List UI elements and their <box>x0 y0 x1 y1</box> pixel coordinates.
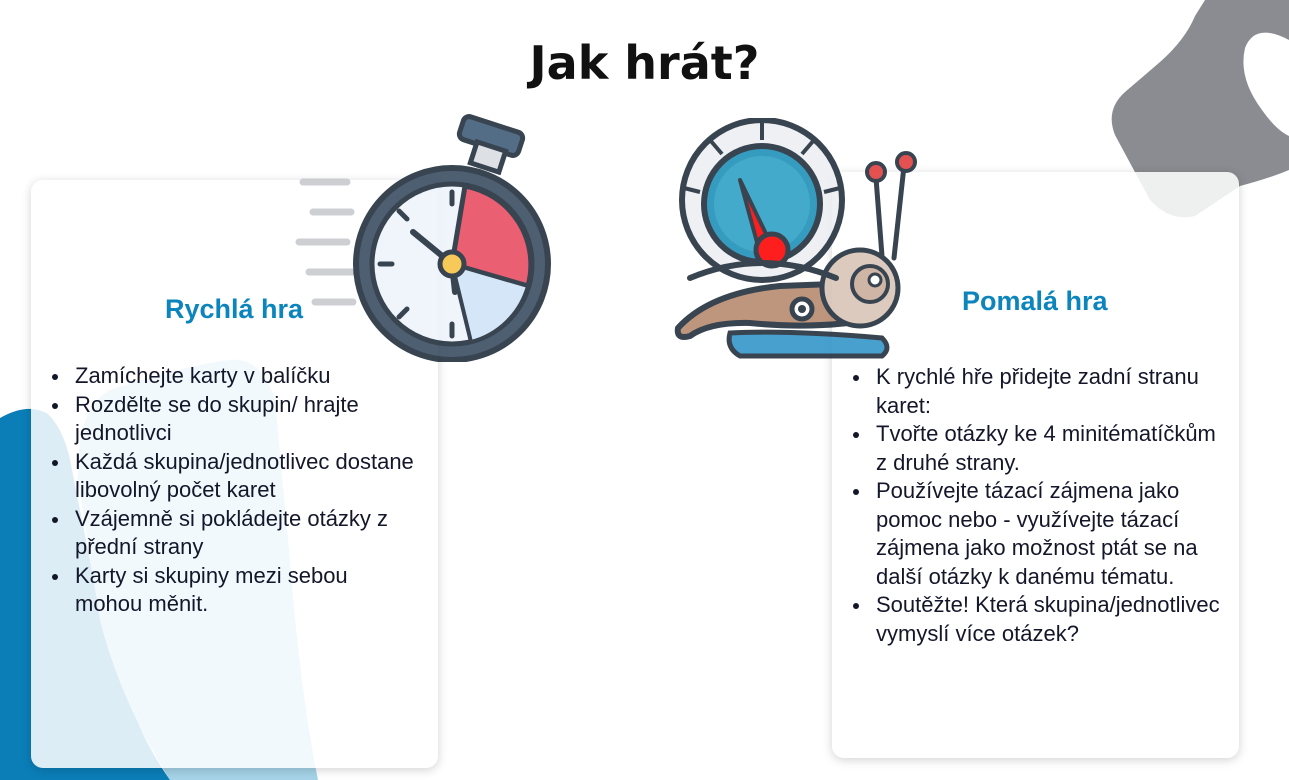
snail-speedometer-icon <box>670 118 920 368</box>
list-item: Používejte tázací zájmena jako pomoc nebo - využívejte tázací zájmena jako možnost ptát se na další otázky k danému tématu. <box>848 477 1223 591</box>
fast-game-rules <box>47 362 417 619</box>
list-item: Vzájemně si pokládejte otázky z přední strany <box>47 505 417 562</box>
list-item: Karty si skupiny mezi sebou mohou měnit. <box>47 562 417 619</box>
list-item: Rozdělte se do skupin/ hrajte jednotlivci <box>47 391 417 448</box>
list-item: Soutěžte! Která skupina/jednotlivec vymyslí více otázek? <box>848 591 1223 648</box>
list-item: Zamíchejte karty v balíčku <box>47 362 417 391</box>
slow-game-title: Pomalá hra <box>962 286 1108 316</box>
list-item: K rychlé hře přidejte zadní stranu karet: <box>848 363 1223 420</box>
stopwatch-icon <box>295 112 565 362</box>
list-item: Každá skupina/jednotlivec dostane libovolný počet karet <box>47 448 417 505</box>
slow-game-rules <box>848 363 1223 648</box>
page-title: Jak hrát? <box>529 36 760 90</box>
fast-game-title: Rychlá hra <box>165 294 304 324</box>
list-item: Tvořte otázky ke 4 minitématíčkům z druhé strany. <box>848 420 1223 477</box>
